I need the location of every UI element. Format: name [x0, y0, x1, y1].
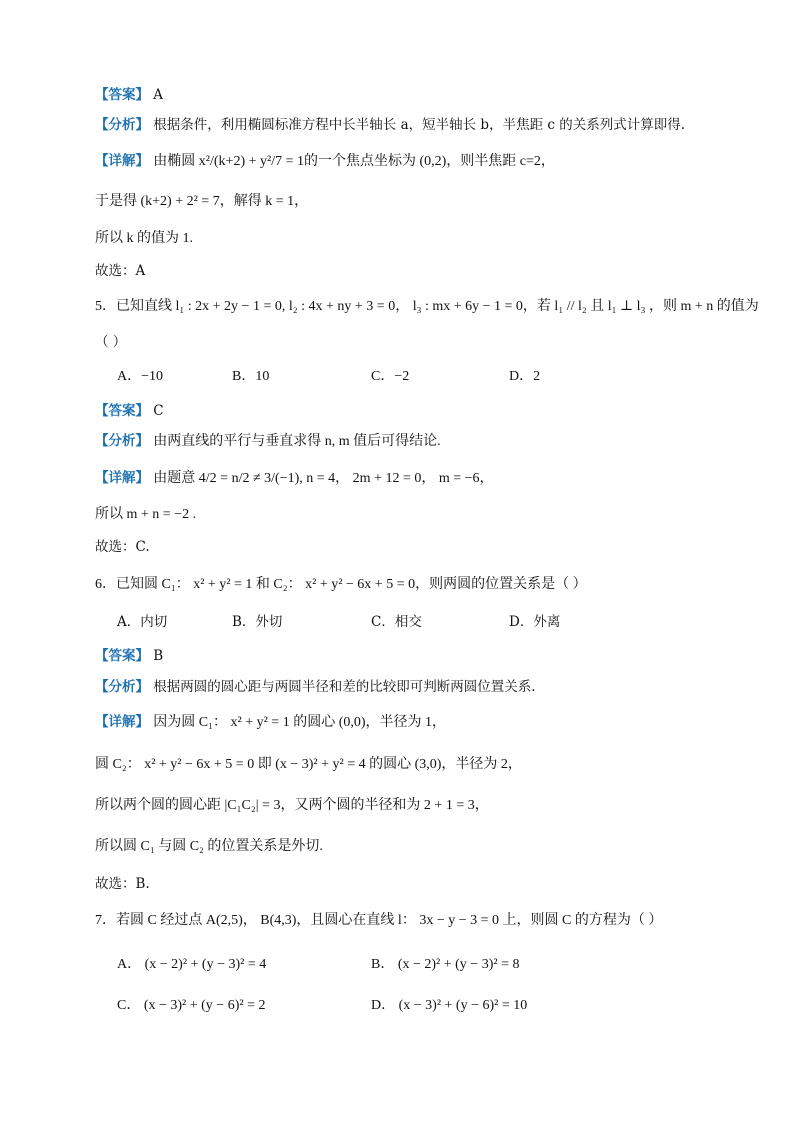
- detail-text: 因为圆 C₁： x² + y² = 1 的圆心 (0,0)，半径为 1，: [153, 715, 447, 730]
- detail-tag: 【详解】: [95, 714, 149, 730]
- answer-tag: 【答案】: [95, 403, 149, 419]
- detail-tag: 【详解】: [95, 153, 149, 169]
- q6-stem: 6．已知圆 C₁： x² + y² = 1 和 C₂： x² + y² − 6x + 5 = 0，则两圆的位置关系是（ ）: [95, 577, 587, 592]
- q5-option-b: B．10: [232, 369, 270, 384]
- q5-choose: 故选：C.: [95, 539, 150, 555]
- q7-stem: 7．若圆 C 经过点 A(2,5)， B(4,3)，且圆心在直线 l： 3x − y − 3 = 0 上，则圆 C 的方程为（ ）: [95, 913, 663, 928]
- q4-detail-line-3: 所以 k 的值为 1.: [95, 231, 193, 246]
- detail-text: 由椭圆 x²/(k+2) + y²/7 = 1的一个焦点坐标为 (0,2)，则半焦距 c=2，: [153, 154, 555, 169]
- analysis-tag: 【分析】: [95, 117, 149, 133]
- q6-detail-line-1: [95, 713, 446, 732]
- q4-detail-line-1: [95, 152, 555, 171]
- answer-value: B: [153, 648, 164, 664]
- analysis-text: 根据两圆的圆心距与两圆半径和差的比较即可判断两圆位置关系.: [153, 679, 536, 695]
- answer-value: A: [153, 87, 164, 103]
- q6-detail-line-4: 所以圆 C₁ 与圆 C₂ 的位置关系是外切.: [95, 839, 323, 854]
- q5-detail-line-1: [95, 469, 494, 488]
- answer-value: C: [153, 403, 164, 419]
- q6-detail-line-2: 圆 C₂： x² + y² − 6x + 5 = 0 即 (x − 3)² + y² = 4 的圆心 (3,0)，半径为 2，: [95, 757, 522, 772]
- q7-option-d: D． (x − 3)² + (y − 6)² = 10: [371, 998, 528, 1013]
- q7-option-c: C． (x − 3)² + (y − 6)² = 2: [117, 998, 266, 1013]
- q6-option-a: A．内切: [117, 614, 168, 630]
- q5-analysis-line: [95, 432, 441, 451]
- analysis-text: 由两直线的平行与垂直求得 n, m 值后可得结论.: [153, 434, 441, 449]
- q4-choose: 故选：A: [95, 263, 146, 279]
- answer-tag: 【答案】: [95, 648, 149, 664]
- detail-tag: 【详解】: [95, 470, 149, 486]
- q6-option-c: C．相交: [371, 614, 422, 630]
- q7-option-b: B． (x − 2)² + (y − 3)² = 8: [371, 957, 520, 972]
- q5-option-c: C．−2: [371, 369, 410, 384]
- analysis-tag: 【分析】: [95, 433, 149, 449]
- q6-answer-line: [95, 647, 163, 665]
- analysis-tag: 【分析】: [95, 679, 149, 695]
- q4-answer-line: [95, 86, 163, 104]
- q5-stem: 5．已知直线 l₁ : 2x + 2y − 1 = 0, l₂ : 4x + ny + 3 = 0， l₃ : mx + 6y − 1 = 0，若 l₁ // l₂ 且 l₁ ⊥ l₃ ，则 m + n 的值为: [95, 299, 759, 314]
- q6-detail-line-3: 所以两个圆的圆心距 |C₁C₂| = 3，又两个圆的半径和为 2 + 1 = 3，: [95, 798, 489, 813]
- q4-analysis-line: [95, 116, 685, 134]
- q6-option-d: D．外离: [509, 614, 561, 630]
- q6-choose: 故选：B.: [95, 876, 150, 892]
- detail-text: 由题意 4/2 = n/2 ≠ 3/(−1), n = 4， 2m + 12 = 0， m = −6，: [153, 471, 494, 486]
- q5-paren: （ ）: [95, 334, 127, 350]
- answer-tag: 【答案】: [95, 87, 149, 103]
- q5-answer-line: [95, 402, 164, 420]
- q5-detail-line-2: 所以 m + n = −2 .: [95, 507, 197, 522]
- q5-option-d: D．2: [509, 369, 541, 384]
- q7-option-a: A． (x − 2)² + (y − 3)² = 4: [117, 957, 267, 972]
- q6-analysis-line: [95, 678, 536, 696]
- q4-detail-line-2: 于是得 (k+2) + 2² = 7，解得 k = 1，: [95, 194, 309, 209]
- q6-option-b: B．外切: [232, 614, 283, 630]
- analysis-text: 根据条件，利用椭圆标准方程中长半轴长 a，短半轴长 b，半焦距 c 的关系列式计算即得.: [153, 117, 686, 133]
- q5-option-a: A．−10: [117, 369, 164, 384]
